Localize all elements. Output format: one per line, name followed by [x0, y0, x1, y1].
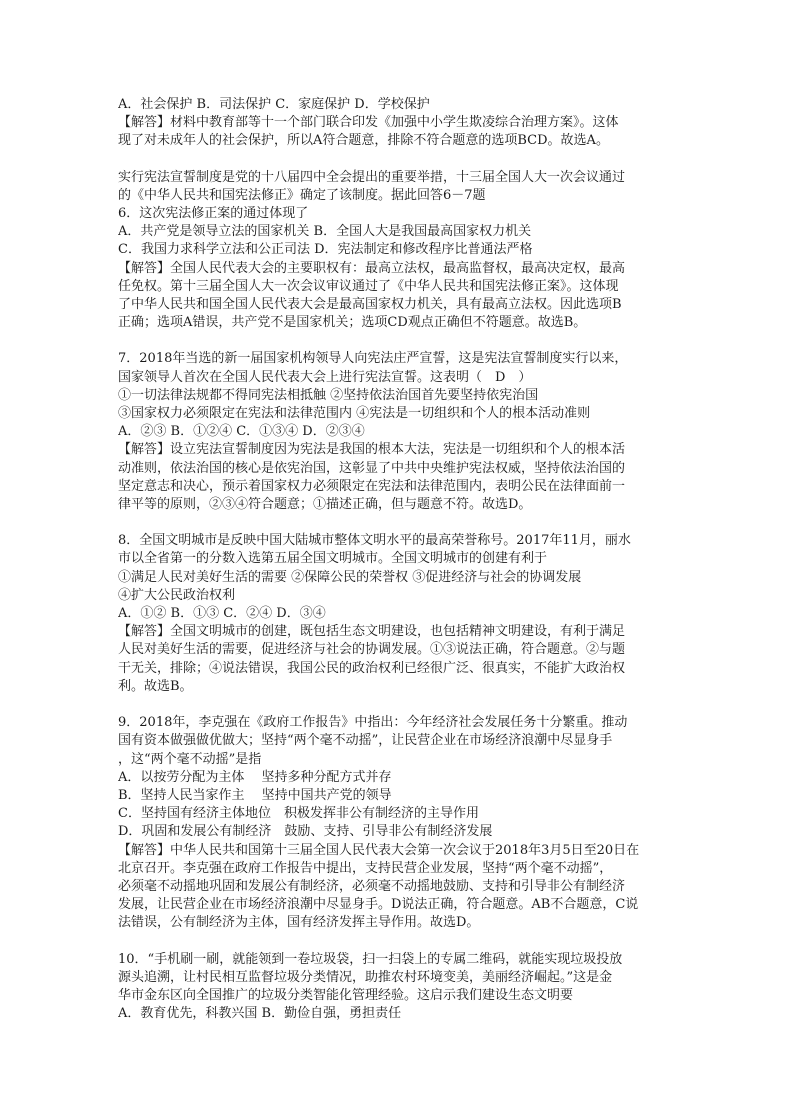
text-line: A．②③ B．①②④ C．①③④ D．②③④ [118, 424, 365, 440]
text-line: 动准则，依法治国的核心是依宪治国，这彰显了中共中央维护宪法权威，坚持依法治国的 [118, 460, 626, 476]
text-line: ，这“两个毫不动摇”是指 [118, 751, 262, 767]
text-line: 8．全国文明城市是反映中国大陆城市整体文明水平的最高荣誉称号。2017年11月，丽水 [118, 533, 631, 549]
q5-tail [118, 96, 678, 151]
text-line: C．坚持国有经济主体地位 积极发挥非公有制经济的主导作用 [118, 806, 479, 822]
text-line: 坚定意志和决心，预示着国家权力必须限定在宪法和法律范围内，表明公民在法律面前一 [118, 478, 626, 494]
text-line: A．共产党是领导立法的国家机关 B．全国人大是我国最高国家权力机关 [118, 224, 532, 240]
text-line: 实行宪法宣誓制度是党的十八届四中全会提出的重要举措，十三届全国人大一次会议通过 [118, 169, 626, 185]
text-line: 6．这次宪法修正案的通过体现了 [118, 206, 309, 222]
text-line: 华市金东区向全国推广的垃圾分类智能化管理经验。这启示我们建设生态文明要 [118, 987, 574, 1003]
text-line: A．①② B．①③ C．②④ D．③④ [118, 606, 326, 622]
question-6 [118, 169, 678, 333]
text-line: 源头追溯，让村民相互监督垃圾分类情况，助推农村环境变美，美丽经济崛起。”这是金 [118, 969, 613, 985]
question-8 [118, 532, 678, 696]
text-line: 7．2018年当选的新一届国家机构领导人向宪法庄严宣誓，这是宪法宣誓制度实行以来， [118, 351, 628, 367]
text-line: 正确；选项A错误，共产党不是国家机关；选项CD观点正确但不符题意。故选B。 [118, 315, 587, 331]
text-line: 9．2018年，李克强在《政府工作报告》中指出：今年经济社会发展任务十分繁重。推动 [118, 715, 628, 731]
text-line: 【解答】中华人民共和国第十三届全国人民代表大会第一次会议于2018年3月5日至20日在 [118, 842, 640, 858]
question-9 [118, 714, 678, 932]
text-line: D．巩固和发展公有制经济 鼓励、支持、引导非公有制经济发展 [118, 824, 493, 840]
text-line: ③国家权力必须限定在宪法和法律范围内 ④宪法是一切组织和个人的根本活动准则 [118, 406, 591, 422]
text-line: 现了对未成年人的社会保护，所以A符合题意，排除不符合题意的选项BCD。故选A。 [118, 133, 609, 149]
text-line: A．教育优先，科教兴国 B．勤俭自强，勇担责任 [118, 1006, 402, 1022]
text-line: 人民对美好生活的需要，促进经济与社会的协调发展。①③说法正确，符合题意。②与题 [118, 642, 626, 658]
text-line: 国有资本做强做优做大；坚持“两个毫不动摇”，让民营企业在市场经济浪潮中尽显身手 [118, 733, 613, 749]
text-line: 发展，让民营企业在市场经济浪潮中尽显身手。D说法正确，符合题意。AB不合题意，C说 [118, 897, 639, 913]
document-page [118, 96, 678, 1023]
question-10 [118, 951, 678, 1024]
text-line: B．坚持人民当家作主 坚持中国共产党的领导 [118, 787, 392, 803]
text-line: 【解答】材料中教育部等十一个部门联合印发《加强中小学生欺凌综合治理方案》。这体 [118, 115, 619, 131]
question-7 [118, 350, 678, 514]
text-line: ④扩大公民政治权利 [118, 587, 236, 603]
text-line: A．社会保护 B．司法保护 C．家庭保护 D．学校保护 [118, 97, 430, 112]
text-line: 必须毫不动摇地巩固和发展公有制经济，必须毫不动摇地鼓励、支持和引导非公有制经济 [118, 878, 626, 894]
text-line: 任免权。第十三届全国人大一次会议审议通过了《中华人民共和国宪法修正案》。这体现 [118, 278, 619, 294]
text-line: 【解答】全国人民代表大会的主要职权有：最高立法权，最高监督权，最高决定权，最高 [118, 260, 626, 276]
text-line: 【解答】设立宪法宣誓制度因为宪法是我国的根本大法，宪法是一切组织和个人的根本活 [118, 442, 626, 458]
text-line: 10．“手机刷一刷，就能领到一卷垃圾袋，扫一扫袋上的专属二维码，就能实现垃圾投放 [118, 951, 623, 967]
text-line: 北京召开。李克强在政府工作报告中提出，支持民营企业发展，坚持“两个毫不动摇”， [118, 860, 613, 876]
text-line: ①满足人民对美好生活的需要 ②保障公民的荣誉权 ③促进经济与社会的协调发展 [118, 569, 582, 585]
text-line: C．我国力求科学立法和公正司法 D．宪法制定和修改程序比普通法严格 [118, 242, 533, 258]
text-line: 利。故选B。 [118, 678, 193, 694]
text-line: 的《中华人民共和国宪法修正》确定了该制度。据此回答6－7题 [118, 187, 486, 203]
text-line: 市以全省第一的分数入选第五届全国文明城市。全国文明城市的创建有利于 [118, 551, 548, 567]
text-line: 法错误，公有制经济为主体，国有经济发挥主导作用。故选D。 [118, 915, 480, 931]
text-line: 了中华人民共和国全国人民代表大会是最高国家权力机关，具有最高立法权。因此选项B [118, 297, 622, 313]
text-line: A．以按劳分配为主体 坚持多种分配方式并存 [118, 769, 392, 785]
text-line: ①一切法律法规都不得同宪法相抵触 ②坚持依法治国首先要坚持依宪治国 [118, 387, 539, 403]
text-line: 律平等的原则，②③④符合题意；①描述正确，但与题意不符。故选D。 [118, 497, 532, 513]
text-line: 【解答】全国文明城市的创建，既包括生态文明建设，也包括精神文明建设，有利于满足 [118, 624, 626, 640]
text-line: 国家领导人首次在全国人民代表大会上进行宪法宣誓。这表明（ D ） [118, 369, 532, 385]
text-line: 干无关，排除；④说法错误，我国公民的政治权利已经很广泛、很真实，不能扩大政治权 [118, 660, 626, 676]
